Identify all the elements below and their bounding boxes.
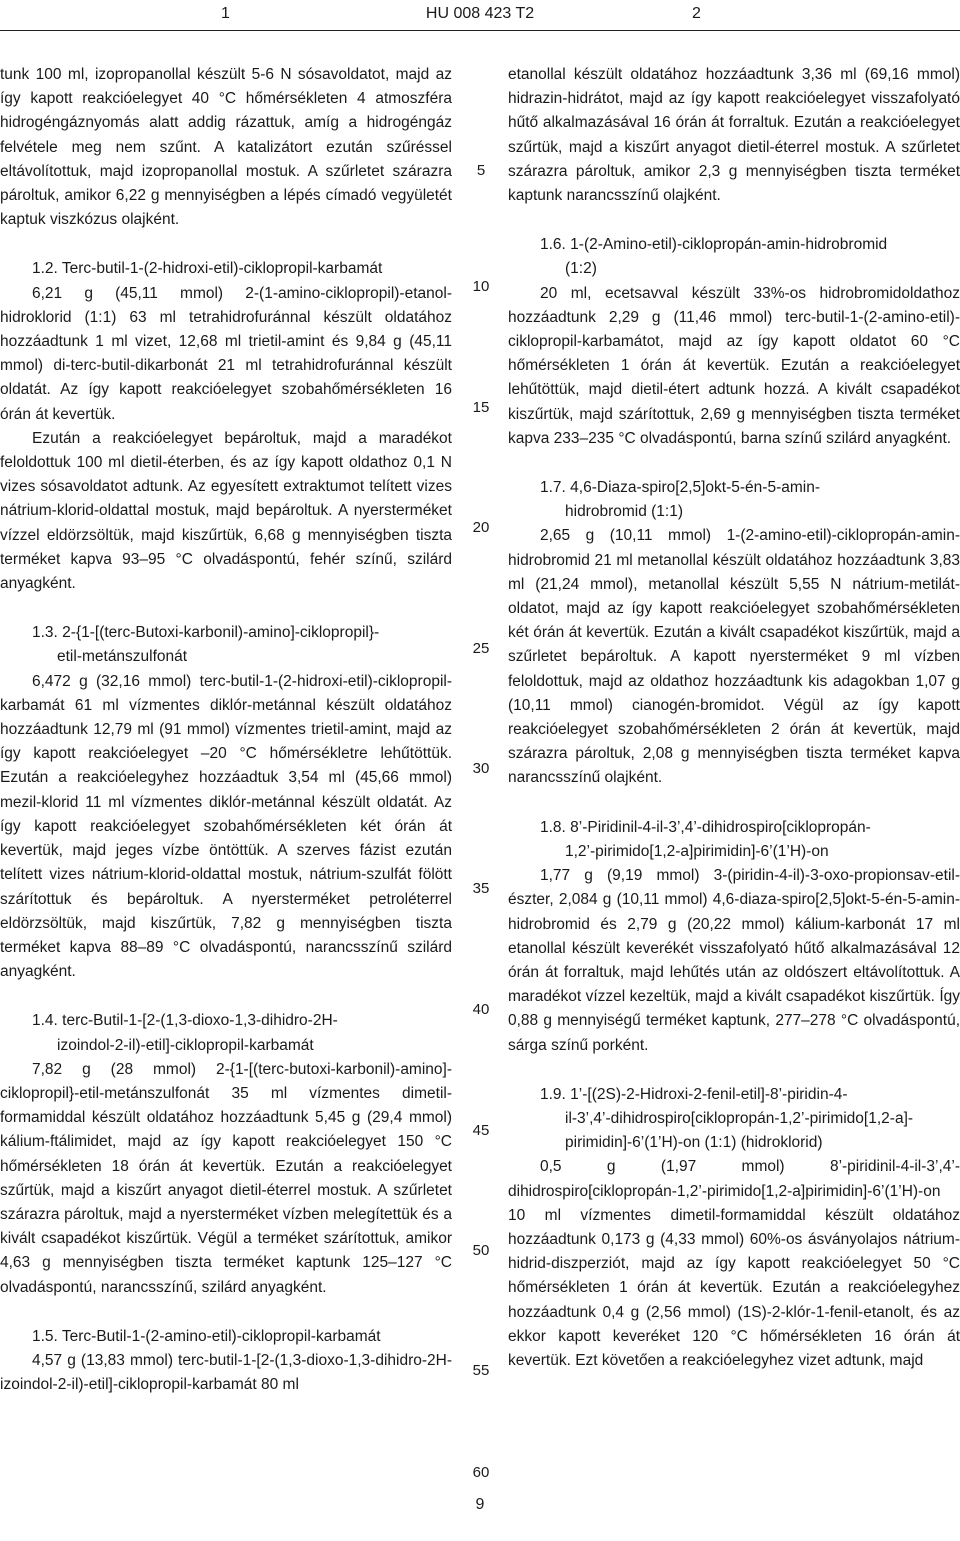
paragraph: 6,21 g (45,11 mmol) 2-(1-amino-ciklopropil)-etanol-hidroklorid (1:1) 63 ml tetrahidrofuránnal készült oldatához hozzáadtunk 1 ml vizet, 12,68 ml trietil-amint és 9,84 g (45,11 mmol) di-terc-butil-dikarbonát 21 ml tetrahidrofuránnal készült oldatát. Az így kapott reakcióelegyet szobahőmérsékleten 16 órán át kevertük. [0,284,452,423]
header-rule [0,30,960,31]
paragraph: etanollal készült oldatához hozzáadtunk 3,36 ml (69,16 mmol) hidrazin-hidrátot, majd az így kapott reakcióelegyet visszafolyató hűtő alkalmazásával 16 órán át forraltuk. Ezután a reakcióelegyet szűrtük, majd a kiszűrt anyagot dietil-éterrel mostuk. A szűrletet szárazra pároltuk, amikor 2,3 g mennyiségben tiszta terméket kaptunk narancsszínű olajként. [508,66,960,205]
section-title-continued: pirimidin]-6’(1’H)-on (1:1) (hidroklorid) [565,1134,823,1152]
line-number: 45 [472,1122,490,1139]
section-title: 1-(2-Amino-etil)-ciklopropán-amin-hidrobromid [570,236,888,254]
section-title-continued: izoindol-2-il)-etil]-ciklopropil-karbamát [57,1036,314,1054]
section-title-continued: hidrobromid (1:1) [565,503,684,521]
section-number: 1.4. [32,1012,58,1030]
paragraph: 7,82 g (28 mmol) 2-{1-[(terc-butoxi-karbonil)-amino]-ciklopropil}-etil-metánszulfonát 35 ml vízmentes dimetil-formamiddal készült oldatához hozzáadtunk 5,45 g (29,4 mmol) kálium-ftálimidet, majd az így kapott reakcióelegyet 150 °C hőmérsékleten 18 órán át kevertük. Ezután a reakcióelegyet szűrtük, majd a kiszűrt anyagot dietil-éterrel mostuk. A szűrletet szárazra pároltuk, majd a nyersterméket vízben melegítettük és a kivált csapadékot kiszűrtük. Végül a terméket szárítottuk, amikor 4,63 g mennyiségben tiszta terméket kaptunk 125–127 °C olvadáspontú, narancsszínű, szilárd anyagként. [0,1060,452,1296]
section-heading-1-2: 1.2. Terc-butil-1-(2-hidroxi-etil)-ciklopropil-karbamát [32,260,383,278]
section-title: terc-Butil-1-[2-(1,3-dioxo-1,3-dihidro-2H- [62,1012,338,1030]
document-id: HU 008 423 T2 [425,5,535,22]
section-title: 8’-Piridinil-4-il-3’,4’-dihidrospiro[ciklopropán- [570,818,871,836]
section-heading-1-9 [508,1083,960,1156]
left-column [0,63,452,1397]
section-heading-1-6 [508,233,960,281]
line-number: 40 [472,1001,490,1018]
section-heading-1-3 [0,621,452,669]
section-title-continued: 1,2’-pirimido[1,2-a]pirimidin]-6’(1’H)-on [565,842,829,860]
page-footer-number: 9 [475,1496,485,1513]
paragraph: tunk 100 ml, izopropanollal készült 5-6 N sósavoldatot, majd az így kapott reakcióelegyet 40 °C hőmérsékleten 4 atmoszféra hidrogéngáznyomás alatt addig rázattuk, amíg a hidrogéngáz felvétele meg nem szűnt. A katalizátort ezután szűréssel eltávolítottuk, majd izopropanollal mostuk. A szűrletet szárazra pároltuk, amikor 6,22 g mennyiségben a lépés címadó vegyületét kaptuk viszkózus olajként. [0,66,452,229]
line-number: 25 [472,640,490,657]
section-title-continued: il-3’,4’-dihidrospiro[ciklopropán-1,2’-pirimido[1,2-a]- [565,1109,914,1127]
section-heading-1-4 [0,1009,452,1057]
page-header [0,0,960,30]
section-number: 1.9. [540,1085,566,1103]
paragraph: 4,57 g (13,83 mmol) terc-butil-1-[2-(1,3-dioxo-1,3-dihidro-2H-izoindol-2-il)-etil]-ciklopropil-karbamát 80 ml [0,1351,452,1394]
line-number: 20 [472,519,490,536]
section-heading-1-7 [508,476,960,524]
section-title: 2-{1-[(terc-Butoxi-karbonil)-amino]-ciklopropil}- [62,624,380,642]
right-page-number: 2 [692,5,701,22]
section-title-continued: (1:2) [565,260,597,278]
section-number: 1.3. [32,624,58,642]
line-number: 15 [472,399,490,416]
line-number: 30 [472,760,490,777]
line-number: 5 [476,162,486,179]
line-number: 10 [472,278,490,295]
right-column [508,63,960,1373]
section-title: 1’-[(2S)-2-Hidroxi-2-fenil-etil]-8’-piridin-4- [570,1085,848,1103]
line-number: 55 [472,1362,490,1379]
section-title: 4,6-Diaza-spiro[2,5]okt-5-én-5-amin- [570,479,820,497]
line-number: 60 [472,1464,490,1481]
paragraph: 20 ml, ecetsavval készült 33%-os hidrobromidoldathoz hozzáadtunk 2,29 g (11,46 mmol) terc-butil-1-(2-amino-etil)-ciklopropil-karbamátot, majd az így kapott oldatot 60 °C hőmérsékleten 1 órán át kevertük. Ezután a reakcióelegyet lehűtöttük, majd dietil-étert adtunk hozzá. A kivált csapadékot kiszűrtük, majd szárítottuk, 2,69 g mennyiségben tiszta terméket kapva 233–235 °C olvadáspontú, barna színű szilárd anyagként. [508,284,960,447]
section-number: 1.7. [540,479,566,497]
paragraph: 6,472 g (32,16 mmol) terc-butil-1-(2-hidroxi-etil)-ciklopropil-karbamát 61 ml vízmentes diklór-metánnal készült oldatához hozzáadtunk 12,79 ml (91 mmol) vízmentes trietil-amint, majd az így kapott reakcióelegyet –20 °C hőmérsékletre lehűtöttük. Ezután a reakcióelegyhez hozzáadtuk 3,54 ml (45,66 mmol) mezil-klorid 11 ml vízmentes diklór-metánnal készült oldatát. Az így kapott reakcióelegyet szobahőmérsékleten két órán át kevertük, majd jeges vízbe öntöttük. A szerves fázist ezután telített vizes nátrium-klorid-oldattal mostuk, nátrium-szulfát fölött szárítottuk és bepároltuk. A nyersterméket petroléterrel eldörzsöltük, majd kiszűrtük, 7,82 g mennyiségben tiszta terméket kapva 88–89 °C olvadáspontú, narancsszínű szilárd anyagként. [0,672,452,981]
line-number: 35 [472,880,490,897]
section-heading-1-5: 1.5. Terc-Butil-1-(2-amino-etil)-ciklopropil-karbamát [32,1327,381,1345]
section-number: 1.8. [540,818,566,836]
section-number: 1.6. [540,236,566,254]
left-page-number: 1 [221,5,230,22]
paragraph: Ezután a reakcióelegyet bepároltuk, majd a maradékot feloldottuk 100 ml dietil-éterben, és az így kapott oldathoz 0,1 N vizes sósavoldatot adtunk. Az egyesített extraktumot telített vizes nátrium-klorid-oldattal mostuk, majd bepároltuk. A nyersterméket vízzel eldörzsöltük, majd kiszűrtük, 6,68 g mennyiségben tiszta terméket kapva 93–95 °C olvadáspontú, fehér színű, szilárd anyagként. [0,429,452,593]
paragraph: 2,65 g (10,11 mmol) 1-(2-amino-etil)-ciklopropán-amin-hidrobromid 21 ml metanollal készült oldatához hozzáadtunk 3,83 ml (21,24 mmol), metanollal készült 5,55 N nátrium-metilát-oldatot, majd az így kapott reakcióelegyet szobahőmérsékleten két órán át kevertük. Ezután a kivált csapadékot kiszűrtük, majd a szűrletet bepároltuk. A kapott nyersterméket 9 ml vízben feloldottuk, majd az oldathoz hozzáadtunk kis adagokban 1,07 g (10,11 mmol) cianogén-bromidot. Végül az így kapott reakcióelegyet szobahőmérsékleten 2 órán át kevertük, majd szárazra pároltuk, 2,08 g mennyiségben tiszta terméket kapva narancsszínű olajként. [508,527,960,787]
paragraph: 0,5 g (1,97 mmol) 8’-piridinil-4-il-3’,4’-dihidrospiro[ciklopropán-1,2’-pirimido[1,2-a]pirimidin]-6’(1’H)-on 10 ml vízmentes dimetil-formamiddal készült oldatához hozzáadtunk 0,173 g (4,33 mmol) 60%-os ásványolajos nátrium-hidrid-diszperziót, majd az így kapott reakcióelegyet 50 °C hőmérsékleten 1 órán át kevertük. Ezután a reakcióelegyhez hozzáadtunk 0,4 g (2,56 mmol) (1S)-2-klór-1-fenil-etanolt, és az ekkor kapott keveréket 120 °C hőmérsékleten 16 órán át kevertük. Ezt követően a reakcióelegyhez vizet adtunk, majd [508,1158,960,1369]
section-heading-1-8 [508,816,960,864]
section-title-continued: etil-metánszulfonát [57,648,188,666]
line-number: 50 [472,1242,490,1259]
paragraph: 1,77 g (9,19 mmol) 3-(piridin-4-il)-3-oxo-propionsav-etil-észter, 2,084 g (10,11 mmol) 4,6-diaza-spiro[2,5]okt-5-én-5-amin-hidrobromid és 2,79 g (20,22 mmol) kálium-karbonát 17 ml etanollal készült keverékét visszafolyató hűtő alkalmazásával 12 órán át forraltuk, majd lehűtés után az oldószert eltávolítottuk. A maradékot vízzel kezeltük, majd a kivált csapadékot kiszűrtük. Így 0,88 g mennyiségű terméket kaptunk, 277–278 °C olvadáspontú, sárga színű porként. [508,867,960,1054]
